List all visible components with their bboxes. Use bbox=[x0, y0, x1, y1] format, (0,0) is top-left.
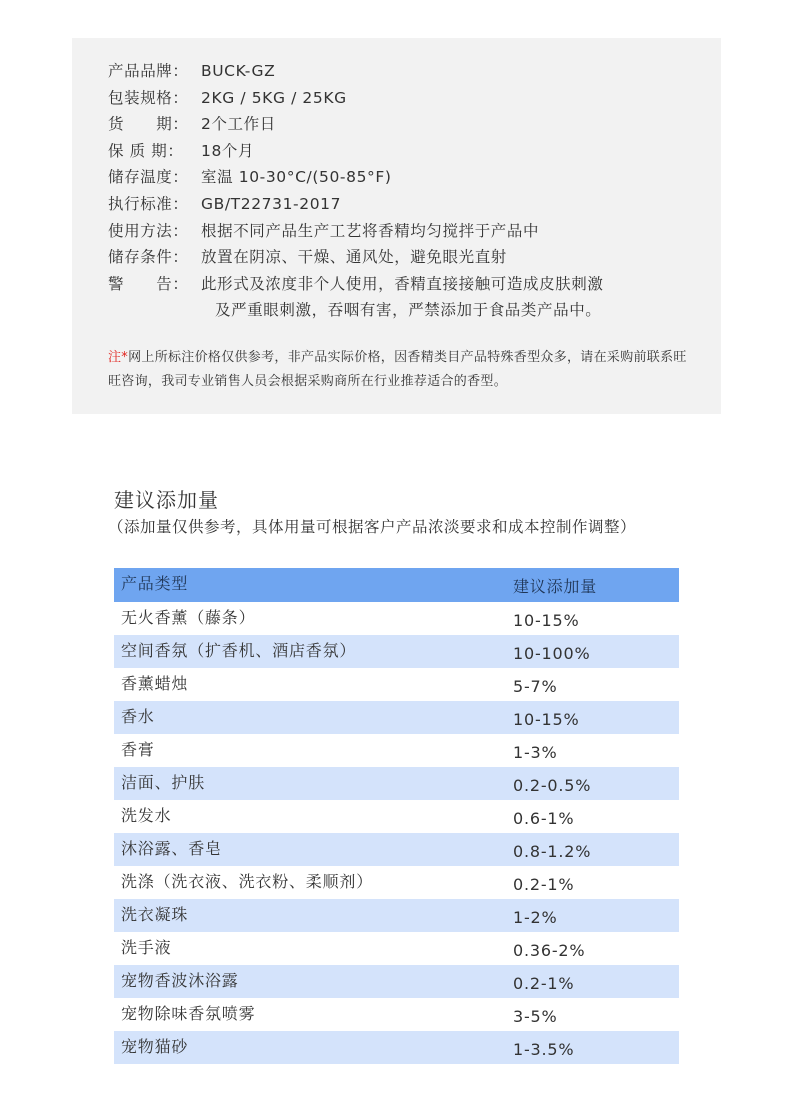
spec-value: BUCK-GZ bbox=[201, 62, 276, 80]
dosage-table bbox=[114, 568, 679, 1064]
product-info-panel bbox=[72, 38, 721, 414]
table-row bbox=[114, 833, 679, 866]
row-dosage-amount: 10-100% bbox=[513, 644, 591, 663]
spec-value: 2KG / 5KG / 25KG bbox=[201, 88, 347, 107]
spec-value-continued: 及严重眼刺激，吞咽有害，严禁添加于食品类产品中。 bbox=[215, 301, 602, 320]
spec-label: 储存温度： bbox=[108, 168, 189, 187]
row-product-type: 洁面、护肤 bbox=[121, 773, 206, 792]
spec-row-storage-temp bbox=[108, 164, 721, 191]
header-type: 产品类型 bbox=[121, 574, 189, 593]
spec-label: 使用方法： bbox=[108, 221, 189, 240]
spec-label: 警 告： bbox=[108, 274, 189, 293]
spec-value: 2个工作日 bbox=[201, 115, 276, 134]
table-row bbox=[114, 1031, 679, 1064]
spec-row-standard bbox=[108, 191, 721, 218]
spec-row-package bbox=[108, 85, 721, 112]
spec-row-warning bbox=[108, 271, 721, 320]
row-product-type: 洗手液 bbox=[121, 938, 172, 957]
row-product-type: 无火香薰（藤条） bbox=[121, 608, 256, 627]
row-product-type: 洗发水 bbox=[121, 806, 172, 825]
table-row bbox=[114, 965, 679, 998]
table-row bbox=[114, 701, 679, 734]
dosage-title: 建议添加量 bbox=[114, 488, 219, 512]
row-product-type: 香薰蜡烛 bbox=[121, 674, 189, 693]
row-product-type: 洗涤（洗衣液、洗衣粉、柔顺剂） bbox=[121, 872, 374, 891]
table-row bbox=[114, 602, 679, 635]
header-amount: 建议添加量 bbox=[513, 577, 598, 596]
row-dosage-amount: 0.6-1% bbox=[513, 809, 575, 828]
spec-row-shelf-life bbox=[108, 138, 721, 165]
table-row bbox=[114, 800, 679, 833]
row-product-type: 香水 bbox=[121, 707, 155, 726]
row-dosage-amount: 0.8-1.2% bbox=[513, 842, 592, 861]
spec-row-usage bbox=[108, 218, 721, 245]
row-dosage-amount: 3-5% bbox=[513, 1007, 558, 1026]
spec-row-storage-conditions bbox=[108, 244, 721, 271]
row-dosage-amount: 10-15% bbox=[513, 710, 580, 729]
row-dosage-amount: 10-15% bbox=[513, 611, 580, 630]
spec-value: GB/T22731-2017 bbox=[201, 194, 342, 213]
spec-value: 室温 10-30°C/(50-85°F) bbox=[201, 168, 392, 187]
table-body bbox=[114, 602, 679, 1064]
row-product-type: 香膏 bbox=[121, 740, 155, 759]
row-product-type: 洗衣凝珠 bbox=[121, 905, 189, 924]
spec-row-brand bbox=[108, 58, 721, 85]
spec-label: 产品品牌： bbox=[108, 62, 189, 80]
table-row bbox=[114, 635, 679, 668]
row-product-type: 空间香氛（扩香机、酒店香氛） bbox=[121, 641, 357, 660]
row-dosage-amount: 1-3% bbox=[513, 743, 558, 762]
spec-label: 保 质 期： bbox=[108, 141, 184, 160]
spec-row-delivery bbox=[108, 111, 721, 138]
spec-label: 包装规格： bbox=[108, 88, 189, 107]
row-product-type: 沐浴露、香皂 bbox=[121, 839, 222, 858]
dosage-subtitle: （添加量仅供参考，具体用量可根据客户产品浓淡要求和成本控制作调整） bbox=[108, 518, 637, 536]
spec-value: 18个月 bbox=[201, 141, 255, 160]
table-row bbox=[114, 998, 679, 1031]
spec-value: 此形式及浓度非个人使用，香精直接接触可造成皮肤刺激 bbox=[201, 274, 604, 293]
spec-label: 执行标准： bbox=[108, 194, 189, 213]
row-dosage-amount: 0.36-2% bbox=[513, 941, 586, 960]
table-row bbox=[114, 734, 679, 767]
price-note bbox=[108, 346, 698, 394]
row-product-type: 宠物除味香氛喷雾 bbox=[121, 1004, 256, 1023]
row-dosage-amount: 0.2-0.5% bbox=[513, 776, 592, 795]
table-row bbox=[114, 932, 679, 965]
spec-list bbox=[108, 58, 721, 320]
row-dosage-amount: 1-3.5% bbox=[513, 1040, 575, 1059]
row-dosage-amount: 0.2-1% bbox=[513, 875, 575, 894]
row-dosage-amount: 0.2-1% bbox=[513, 974, 575, 993]
row-product-type: 宠物香波沐浴露 bbox=[121, 971, 239, 990]
spec-label: 储存条件： bbox=[108, 248, 189, 267]
table-row bbox=[114, 899, 679, 932]
row-dosage-amount: 1-2% bbox=[513, 908, 558, 927]
spec-value: 根据不同产品生产工艺将香精均匀搅拌于产品中 bbox=[201, 221, 540, 240]
row-dosage-amount: 5-7% bbox=[513, 677, 558, 696]
note-mark: 注* bbox=[108, 350, 129, 365]
table-row bbox=[114, 767, 679, 800]
note-text: 网上所标注价格仅供参考，非产品实际价格，因香精类目产品特殊香型众多，请在采购前联系旺旺咨询，我司专业销售人员会根据采购商所在行业推荐适合的香型。 bbox=[108, 350, 687, 389]
table-row bbox=[114, 866, 679, 899]
spec-value: 放置在阴凉、干燥、通风处，避免眼光直射 bbox=[201, 248, 507, 267]
table-row bbox=[114, 668, 679, 701]
table-header bbox=[114, 568, 679, 602]
row-product-type: 宠物猫砂 bbox=[121, 1037, 189, 1056]
spec-label: 货 期： bbox=[108, 115, 189, 134]
